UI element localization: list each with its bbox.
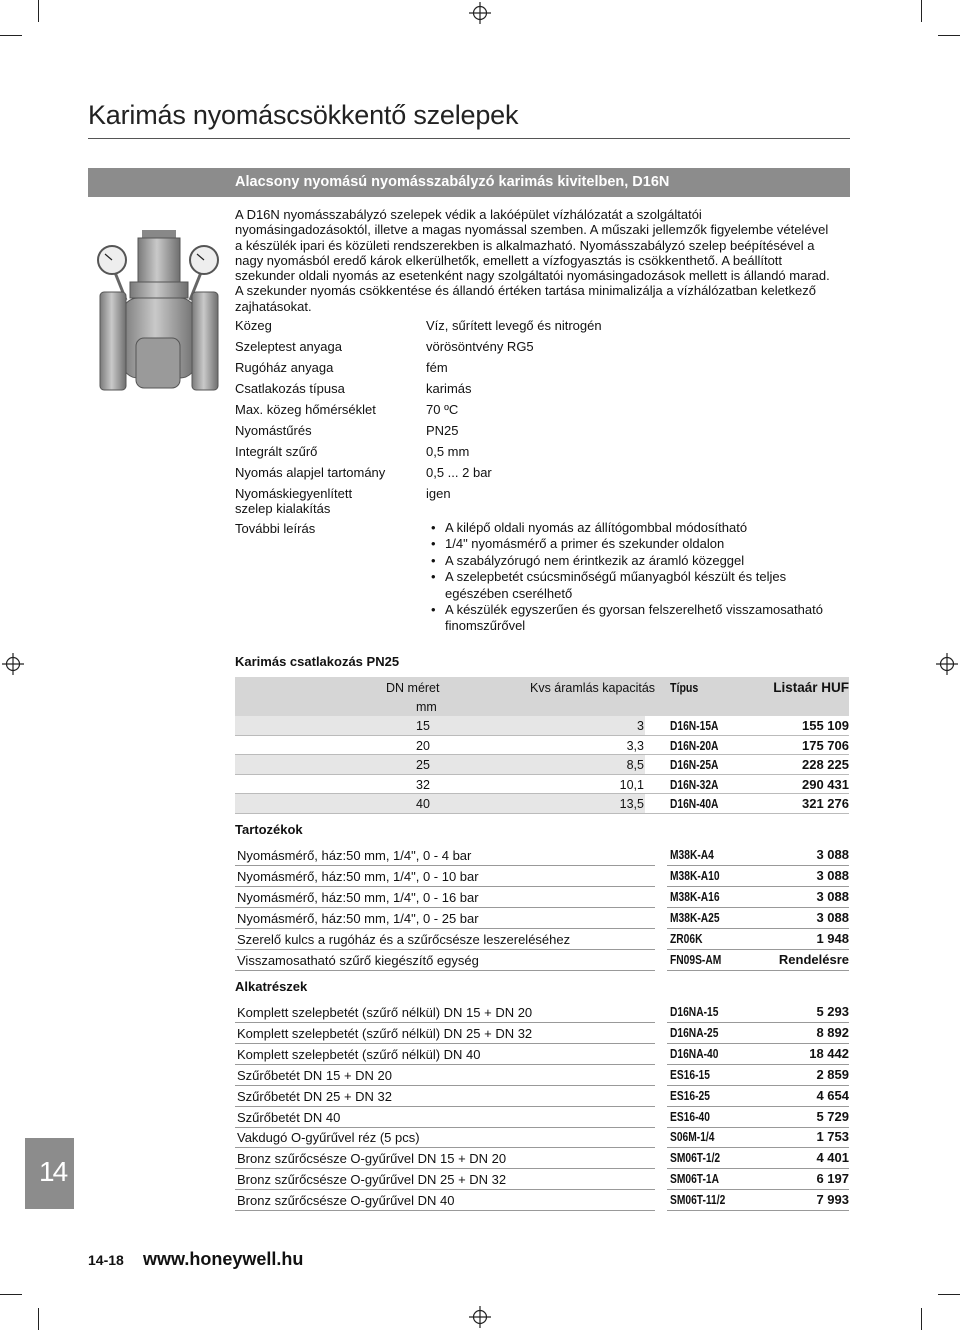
- product-code: SM06T-1/2: [670, 1151, 721, 1166]
- item-description: Szűrőbetét DN 15 + DN 20: [237, 1067, 392, 1083]
- spec-value: PN25: [426, 423, 459, 438]
- kvs-header: Kvs áramlás kapacitás: [530, 681, 656, 695]
- crop-mark: [938, 1294, 960, 1295]
- table-row: [235, 1107, 849, 1128]
- chapter-tab: [25, 1138, 74, 1209]
- table-row: [235, 950, 849, 971]
- table-row: [235, 887, 849, 908]
- title-divider: [88, 138, 850, 139]
- accessories-section-title: Tartozékok: [235, 822, 303, 837]
- item-description: Nyomásmérő, ház:50 mm, 1/4", 0 - 4 bar: [237, 848, 472, 863]
- product-code: D16N-20A: [670, 738, 719, 753]
- feature-item: • A szabályzórugó nem érintkezik az áramló közeggel: [430, 553, 830, 569]
- item-description: Nyomásmérő, ház:50 mm, 1/4", 0 - 16 bar: [237, 889, 479, 905]
- dn-size: 40: [416, 797, 430, 812]
- dn-size: 20: [416, 738, 430, 753]
- table-row: [235, 1065, 849, 1086]
- item-description: Szűrőbetét DN 40: [237, 1109, 341, 1125]
- page-title: Karimás nyomáscsökkentő szelepek: [88, 100, 519, 130]
- table-row: [235, 1023, 849, 1044]
- product-code: ES16-25: [670, 1088, 710, 1103]
- kvs-value: 3: [637, 719, 644, 733]
- feature-item: • A szelepbetét csúcsminőségű műanyagból készült és teljes egészében cserélhető: [430, 569, 830, 602]
- spec-value: 0,5 ... 2 bar: [426, 465, 492, 480]
- connection-section-title: Karimás csatlakozás PN25: [235, 654, 400, 669]
- table-row: [235, 1148, 849, 1169]
- product-code: SM06T-1A: [670, 1172, 719, 1187]
- kvs-value: 13,5: [619, 797, 644, 812]
- list-price: 3 088: [816, 888, 849, 904]
- item-description: Komplett szelepbetét (szűrő nélkül) DN 25 + DN 32: [237, 1025, 533, 1041]
- product-code: D16N-25A: [670, 758, 719, 773]
- product-code: D16N-15A: [670, 719, 719, 733]
- product-code: ES16-15: [670, 1067, 710, 1082]
- registration-mark-icon: [469, 1306, 491, 1328]
- page-number: 14-18: [88, 1252, 124, 1268]
- list-price: 3 088: [816, 909, 849, 925]
- table-row: [235, 775, 849, 795]
- item-description: Komplett szelepbetét (szűrő nélkül) DN 15 + DN 20: [237, 1005, 533, 1020]
- type-header: Típus: [670, 681, 699, 695]
- table-row: [235, 1190, 849, 1211]
- spec-value: 70 ºC: [426, 402, 459, 417]
- table-row: [235, 736, 849, 756]
- list-price: 8 892: [816, 1024, 849, 1040]
- product-code: M38K-A16: [670, 889, 720, 904]
- product-code: D16NA-40: [670, 1046, 719, 1061]
- crop-mark: [0, 1294, 22, 1295]
- table-row: [235, 794, 849, 814]
- feature-item: • 1/4" nyomásmérő a primer és szekunder oldalon: [430, 536, 830, 552]
- chapter-tab-number: 14: [39, 1156, 67, 1187]
- item-description: Visszamosatható szűrő kiegészítő egység: [237, 952, 479, 968]
- kvs-value: 10,1: [619, 777, 644, 792]
- crop-mark: [0, 35, 22, 36]
- registration-mark-icon: [469, 2, 491, 24]
- feature-item: • A kilépő oldali nyomás az állítógombbal módosítható: [430, 520, 830, 536]
- item-description: Vakdugó O-gyűrűvel réz (5 pcs): [237, 1130, 420, 1146]
- product-code: D16NA-15: [670, 1005, 719, 1019]
- list-price: 228 225: [802, 757, 849, 773]
- product-code: ZR06K: [670, 931, 703, 946]
- spec-label: Nyomás alapjel tartomány: [235, 465, 386, 480]
- table-row: [235, 1002, 849, 1023]
- product-code: M38K-A25: [670, 910, 720, 925]
- product-code: D16N-32A: [670, 777, 719, 792]
- table-row: [235, 1127, 849, 1148]
- product-code: D16N-40A: [670, 797, 719, 812]
- product-code: SM06T-11/2: [670, 1193, 726, 1208]
- kvs-value: 8,5: [626, 758, 644, 773]
- spec-label: Rugóház anyaga: [235, 360, 334, 375]
- spec-label: Nyomáskiegyenlített: [235, 486, 353, 501]
- item-description: Szűrőbetét DN 25 + DN 32: [237, 1088, 392, 1104]
- list-price: 7 993: [816, 1192, 849, 1208]
- price-header: Listaár HUF: [773, 680, 849, 695]
- item-description: Nyomásmérő, ház:50 mm, 1/4", 0 - 10 bar: [237, 868, 479, 884]
- item-description: Bronz szűrőcsésze O-gyűrűvel DN 15 + DN 20: [237, 1151, 507, 1167]
- list-price: 321 276: [802, 796, 849, 812]
- product-code: S06M-1/4: [670, 1130, 715, 1145]
- table-row: [235, 755, 849, 775]
- list-price: 175 706: [802, 737, 849, 753]
- product-code: ES16-40: [670, 1109, 710, 1124]
- item-description: Szerelő kulcs a rugóház és a szűrőcsésze leszereléséhez: [237, 931, 571, 947]
- row-divider: [235, 1210, 655, 1211]
- row-shade: [235, 755, 645, 775]
- table-row: [235, 908, 849, 929]
- row-divider: [667, 1210, 849, 1211]
- product-code: D16NA-25: [670, 1025, 719, 1040]
- list-price: 155 109: [802, 718, 849, 733]
- spec-label: Szeleptest anyaga: [235, 339, 342, 354]
- spec-value: fém: [426, 360, 448, 375]
- dn-size: 15: [416, 719, 430, 733]
- section-banner: [88, 168, 850, 197]
- spec-label: Integrált szűrő: [235, 444, 318, 459]
- spec-value: igen: [426, 486, 451, 501]
- registration-mark-icon: [936, 653, 958, 675]
- registration-mark-icon: [2, 653, 24, 675]
- product-code: M38K-A10: [670, 868, 720, 883]
- crop-mark: [38, 0, 39, 22]
- list-price: Rendelésre: [778, 951, 849, 967]
- spec-label: Csatlakozás típusa: [235, 381, 345, 396]
- row-shade: [235, 716, 645, 736]
- table-row: [235, 716, 849, 736]
- list-price: 3 088: [816, 847, 849, 862]
- table-row: [235, 845, 849, 866]
- product-code: FN09S-AM: [670, 952, 722, 967]
- parts-section-title: Alkatrészek: [235, 979, 308, 994]
- row-divider: [235, 813, 849, 814]
- spec-value: karimás: [426, 381, 472, 396]
- valve-product-image: [96, 228, 220, 398]
- spec-label: Max. közeg hőmérséklet: [235, 402, 376, 417]
- list-price: 6 197: [816, 1171, 849, 1187]
- spec-label: Nyomástűrés: [235, 423, 312, 438]
- table-row: [235, 1044, 849, 1065]
- list-price: 5 729: [816, 1108, 849, 1124]
- crop-mark: [938, 35, 960, 36]
- spec-label: További leírás: [235, 521, 316, 536]
- table-row: [235, 929, 849, 950]
- product-code: M38K-A4: [670, 848, 714, 862]
- item-description: Nyomásmérő, ház:50 mm, 1/4", 0 - 25 bar: [237, 910, 479, 926]
- list-price: 18 442: [809, 1045, 849, 1061]
- crop-mark: [38, 1308, 39, 1330]
- list-price: 290 431: [802, 776, 849, 792]
- spec-label-continued: szelep kialakítás: [235, 501, 331, 516]
- crop-mark: [921, 1308, 922, 1330]
- list-price: 1 753: [816, 1129, 849, 1145]
- mm-header: mm: [416, 700, 437, 714]
- row-divider: [667, 970, 849, 971]
- list-price: 5 293: [816, 1004, 849, 1019]
- item-description: Komplett szelepbetét (szűrő nélkül) DN 40: [237, 1046, 481, 1062]
- feature-list: [430, 520, 830, 635]
- item-description: Bronz szűrőcsésze O-gyűrűvel DN 25 + DN 32: [237, 1172, 507, 1188]
- item-description: Bronz szűrőcsésze O-gyűrűvel DN 40: [237, 1193, 455, 1209]
- section-banner-text: Alacsony nyomású nyomásszabályzó karimás kivitelben, D16N: [235, 174, 670, 190]
- footer-url[interactable]: www.honeywell.hu: [143, 1249, 304, 1269]
- kvs-value: 3,3: [626, 738, 644, 753]
- table-row: [235, 1169, 849, 1190]
- spec-value: Víz, sűrített levegő és nitrogén: [426, 318, 602, 333]
- list-price: 1 948: [816, 930, 849, 946]
- intro-paragraph: A D16N nyomásszabályzó szelepek védik a lakóépület vízhálózatát a szolgáltatói nyomásingadozásoktól, illetve a magas nyomással szemben. A műszaki jellemzők figyelembe vételével a készülék ipari és közületi rendszerekben is alkalmazható. Nyomásszabályzó szelep beépítésével a nagy nyomásból eredő károk elkerülhetők, emellett a vízfogyasztás is csökkenthető. A beállított szekunder oldali nyomás az esetenként nagy szolgáltatói nyomásingadozások mellett is állandó marad. A szekunder nyomás csökkentése és állandó értéken tartása minimalizálja a vízhálózatban keletkező zajhatásokat.: [235, 207, 830, 314]
- list-price: 2 859: [816, 1066, 849, 1082]
- row-shade: [235, 794, 645, 814]
- spec-value: vörösöntvény RG5: [426, 339, 534, 354]
- spec-value: 0,5 mm: [426, 444, 470, 459]
- dn-size: 25: [416, 758, 430, 773]
- table-row: [235, 866, 849, 887]
- crop-mark: [921, 0, 922, 22]
- list-price: 4 654: [816, 1087, 849, 1103]
- list-price: 4 401: [816, 1150, 849, 1166]
- row-divider: [235, 970, 655, 971]
- spec-label: Közeg: [235, 318, 272, 333]
- dn-header: DN méret: [386, 681, 440, 695]
- dn-size: 32: [416, 777, 430, 792]
- list-price: 3 088: [816, 867, 849, 883]
- table-row: [235, 1086, 849, 1107]
- feature-item: • A készülék egyszerűen és gyorsan felszerelhető visszamosatható finomszűrővel: [430, 602, 830, 635]
